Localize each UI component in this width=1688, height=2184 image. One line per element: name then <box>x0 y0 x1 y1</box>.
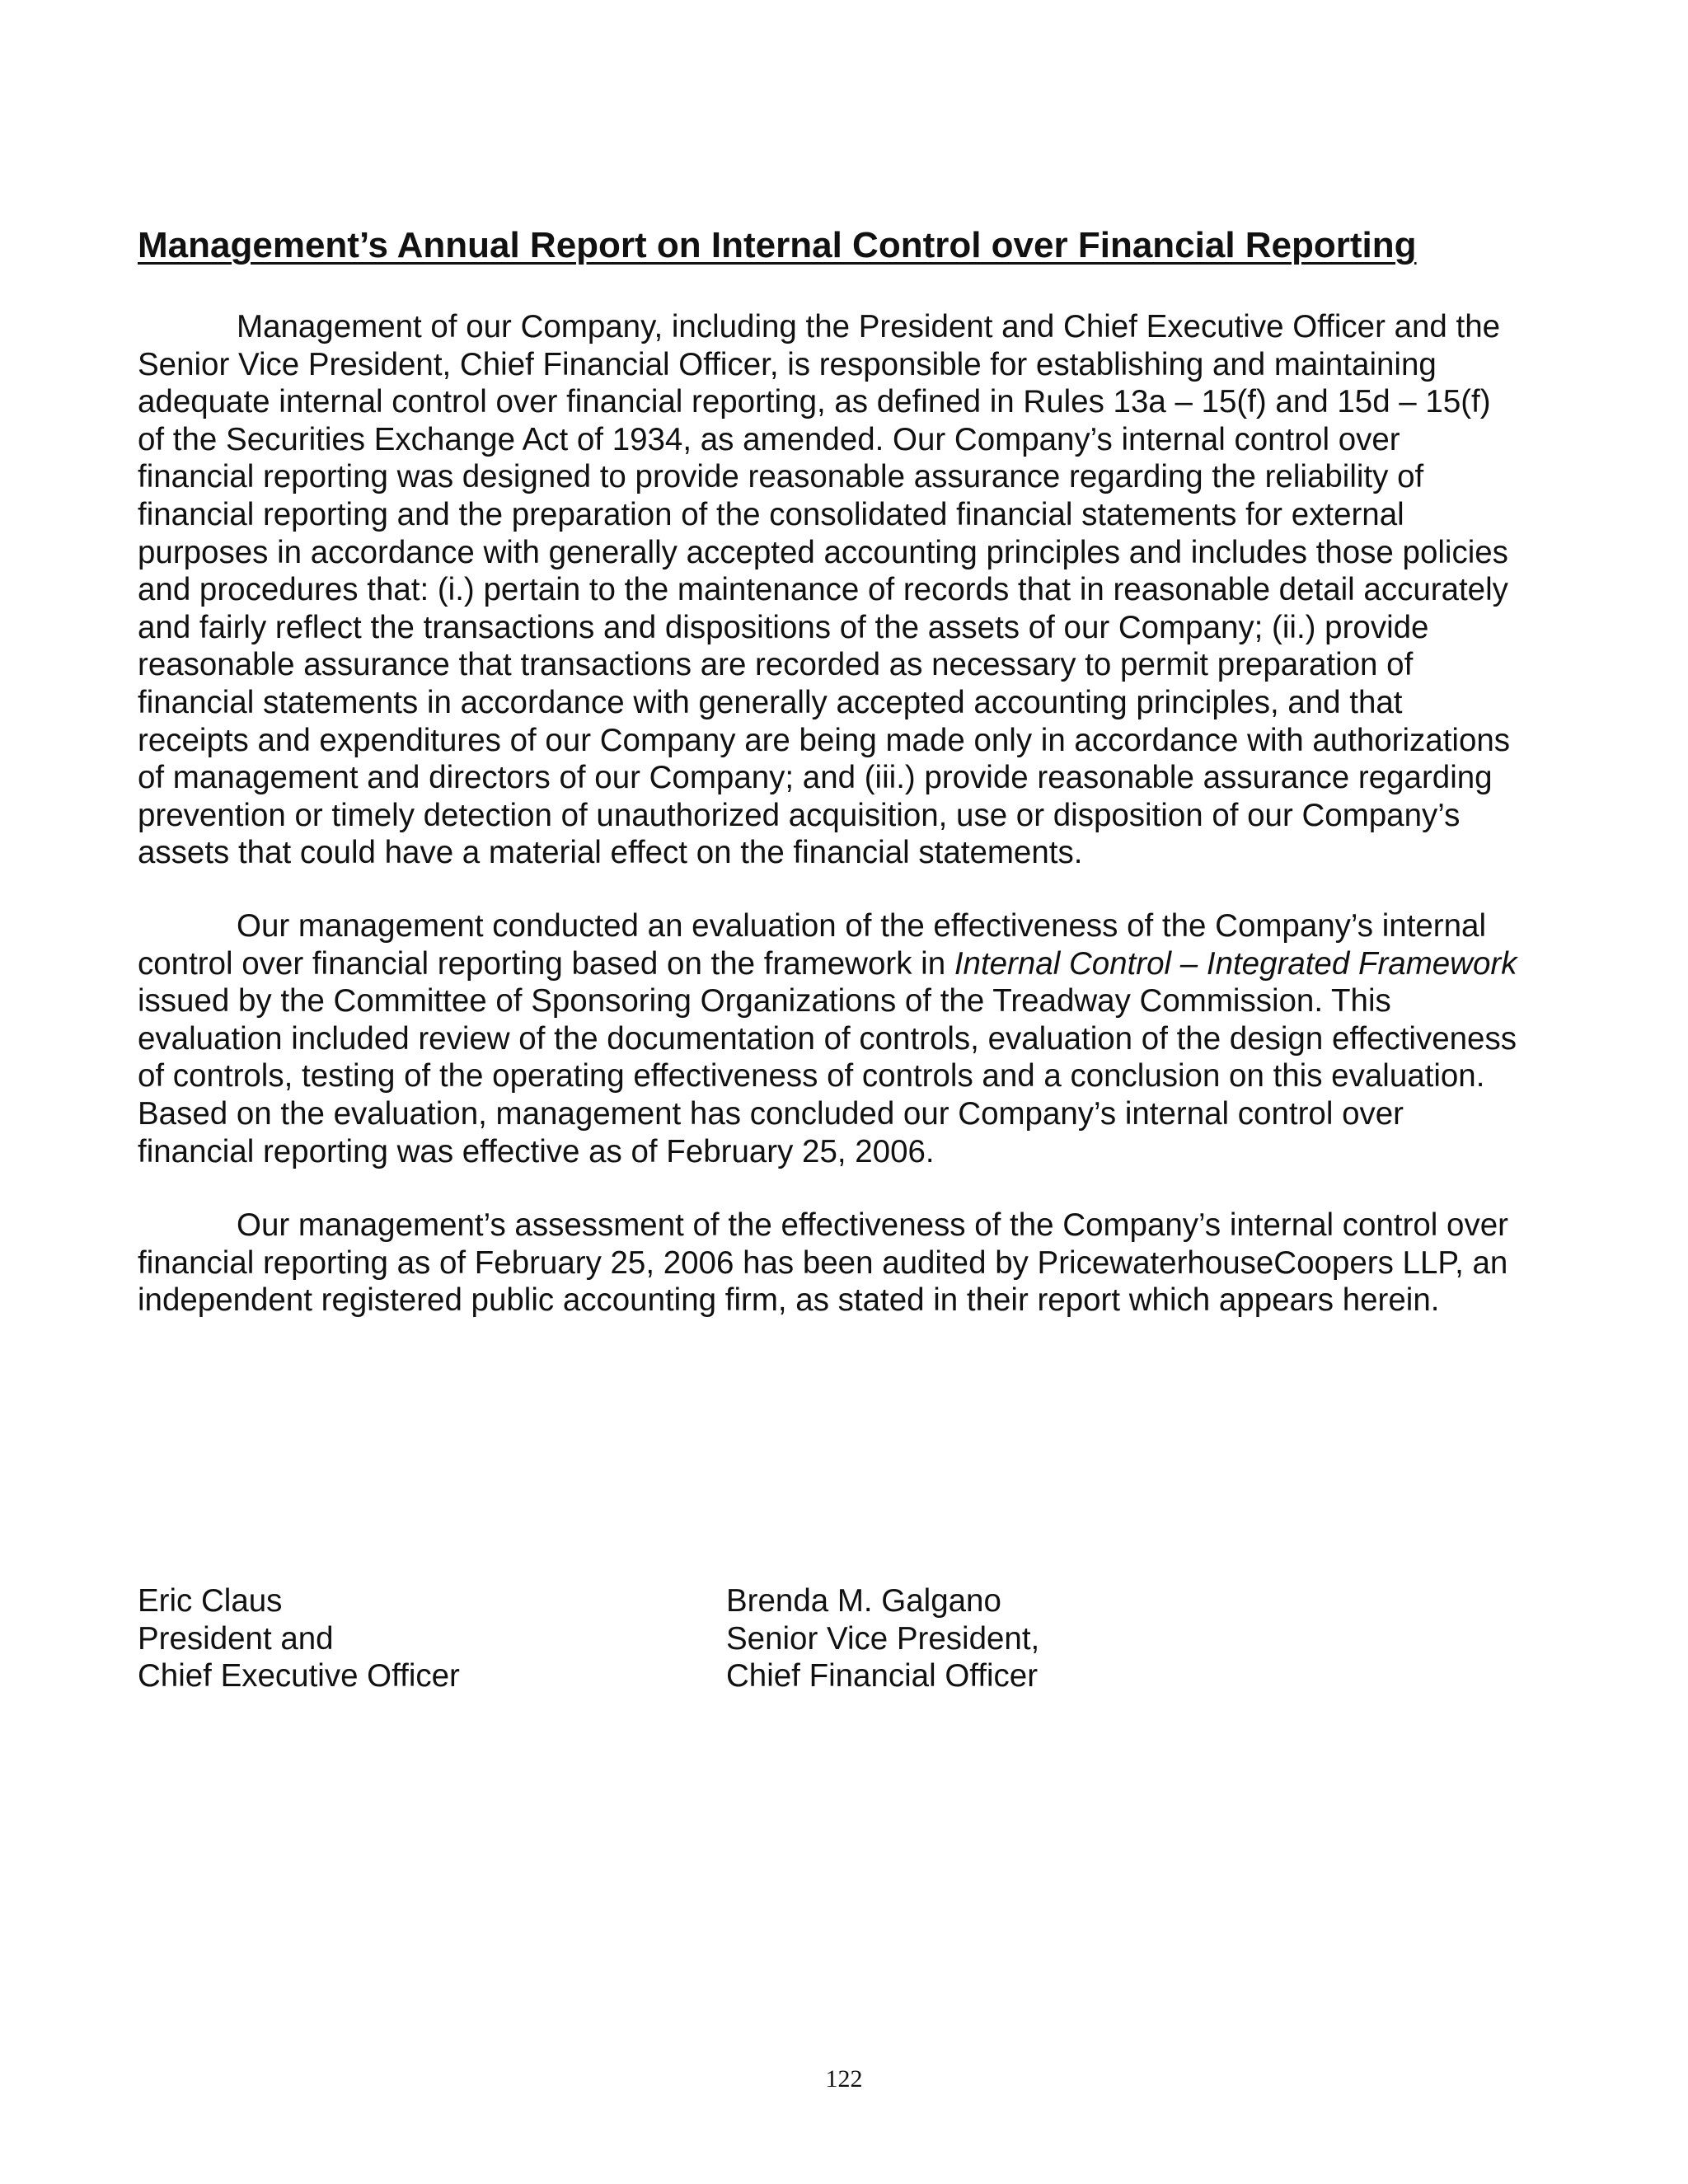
paragraph-line: financial reporting was designed to provide reasonable assurance regarding the reliability of <box>138 459 1424 495</box>
paragraph-line: financial reporting was effective as of February 25, 2006. <box>138 1133 935 1169</box>
signature-block-cfo <box>726 1582 1039 1695</box>
framework-title: Internal Control – Integrated Framework <box>954 945 1517 982</box>
paragraph-line: Our management conducted an evaluation of the effectiveness of the Company’s internal <box>237 908 1486 944</box>
paragraph-line: receipts and expenditures of our Company are being made only in accordance with authorizations <box>138 722 1511 758</box>
paragraph-line: Based on the evaluation, management has concluded our Company’s internal control over <box>138 1095 1404 1132</box>
paragraph-line <box>138 945 1555 983</box>
signatory-title: Chief Financial Officer <box>726 1658 1039 1694</box>
paragraph-line: of controls, testing of the operating effectiveness of controls and a conclusion on this evaluation. <box>138 1058 1485 1094</box>
paragraph-line: of the Securities Exchange Act of 1934, as amended. Our Company’s internal control over <box>138 421 1400 457</box>
paragraph-line: Management of our Company, including the President and Chief Executive Officer and the <box>237 309 1501 344</box>
paragraph-line: evaluation included review of the documentation of controls, evaluation of the design effectiveness <box>138 1020 1517 1057</box>
signatory-name: Brenda M. Galgano <box>726 1583 1001 1619</box>
paragraph-line: financial statements in accordance with generally accepted accounting principles, and that <box>138 684 1403 720</box>
paragraph-responsibility <box>138 308 1555 872</box>
paragraph-line: assets that could have a material effect on the financial statements. <box>138 835 1083 871</box>
paragraph-line: issued by the Committee of Sponsoring Organizations of the Treadway Commission. This <box>138 983 1391 1019</box>
paragraph-evaluation <box>138 907 1555 1170</box>
paragraph-line: and procedures that: (i.) pertain to the maintenance of records that in reasonable detail accurately <box>138 572 1508 608</box>
signatory-title: Chief Executive Officer <box>138 1658 460 1694</box>
paragraph-line: Senior Vice President, Chief Financial Officer, is responsible for establishing and maintaining <box>138 346 1437 382</box>
paragraph-line: of management and directors of our Company; and (iii.) provide reasonable assurance regarding <box>138 760 1493 796</box>
paragraph-line: purposes in accordance with generally accepted accounting principles and includes those policies <box>138 534 1508 570</box>
paragraph-line: prevention or timely detection of unauthorized acquisition, use or disposition of our Company’s <box>138 797 1461 833</box>
paragraph-line-text: control over financial reporting based on the framework in <box>138 945 954 982</box>
signatory-title: Senior Vice President, <box>726 1620 1040 1657</box>
paragraph-line: adequate internal control over financial reporting, as defined in Rules 13a – 15(f) and 15d – 15(f) <box>138 384 1491 420</box>
signature-block-ceo <box>138 1582 460 1695</box>
paragraph-audit <box>138 1207 1555 1319</box>
paragraph-line: independent registered public accounting firm, as stated in their report which appears herein. <box>138 1282 1440 1319</box>
paragraph-line: reasonable assurance that transactions are recorded as necessary to permit preparation of <box>138 647 1414 683</box>
signatory-title: President and <box>138 1620 334 1657</box>
page-title: Management’s Annual Report on Internal Control over Financial Reporting <box>138 225 1417 265</box>
paragraph-line: financial reporting as of February 25, 2006 has been audited by PricewaterhouseCoopers LLP, an <box>138 1244 1508 1281</box>
paragraph-line: Our management’s assessment of the effectiveness of the Company’s internal control over <box>237 1207 1508 1243</box>
page-number: 122 <box>825 2065 863 2093</box>
paragraph-line: financial reporting and the preparation of the consolidated financial statements for external <box>138 496 1404 532</box>
paragraph-line: and fairly reflect the transactions and dispositions of the assets of our Company; (ii.) provide <box>138 609 1429 645</box>
signatory-name: Eric Claus <box>138 1583 283 1619</box>
